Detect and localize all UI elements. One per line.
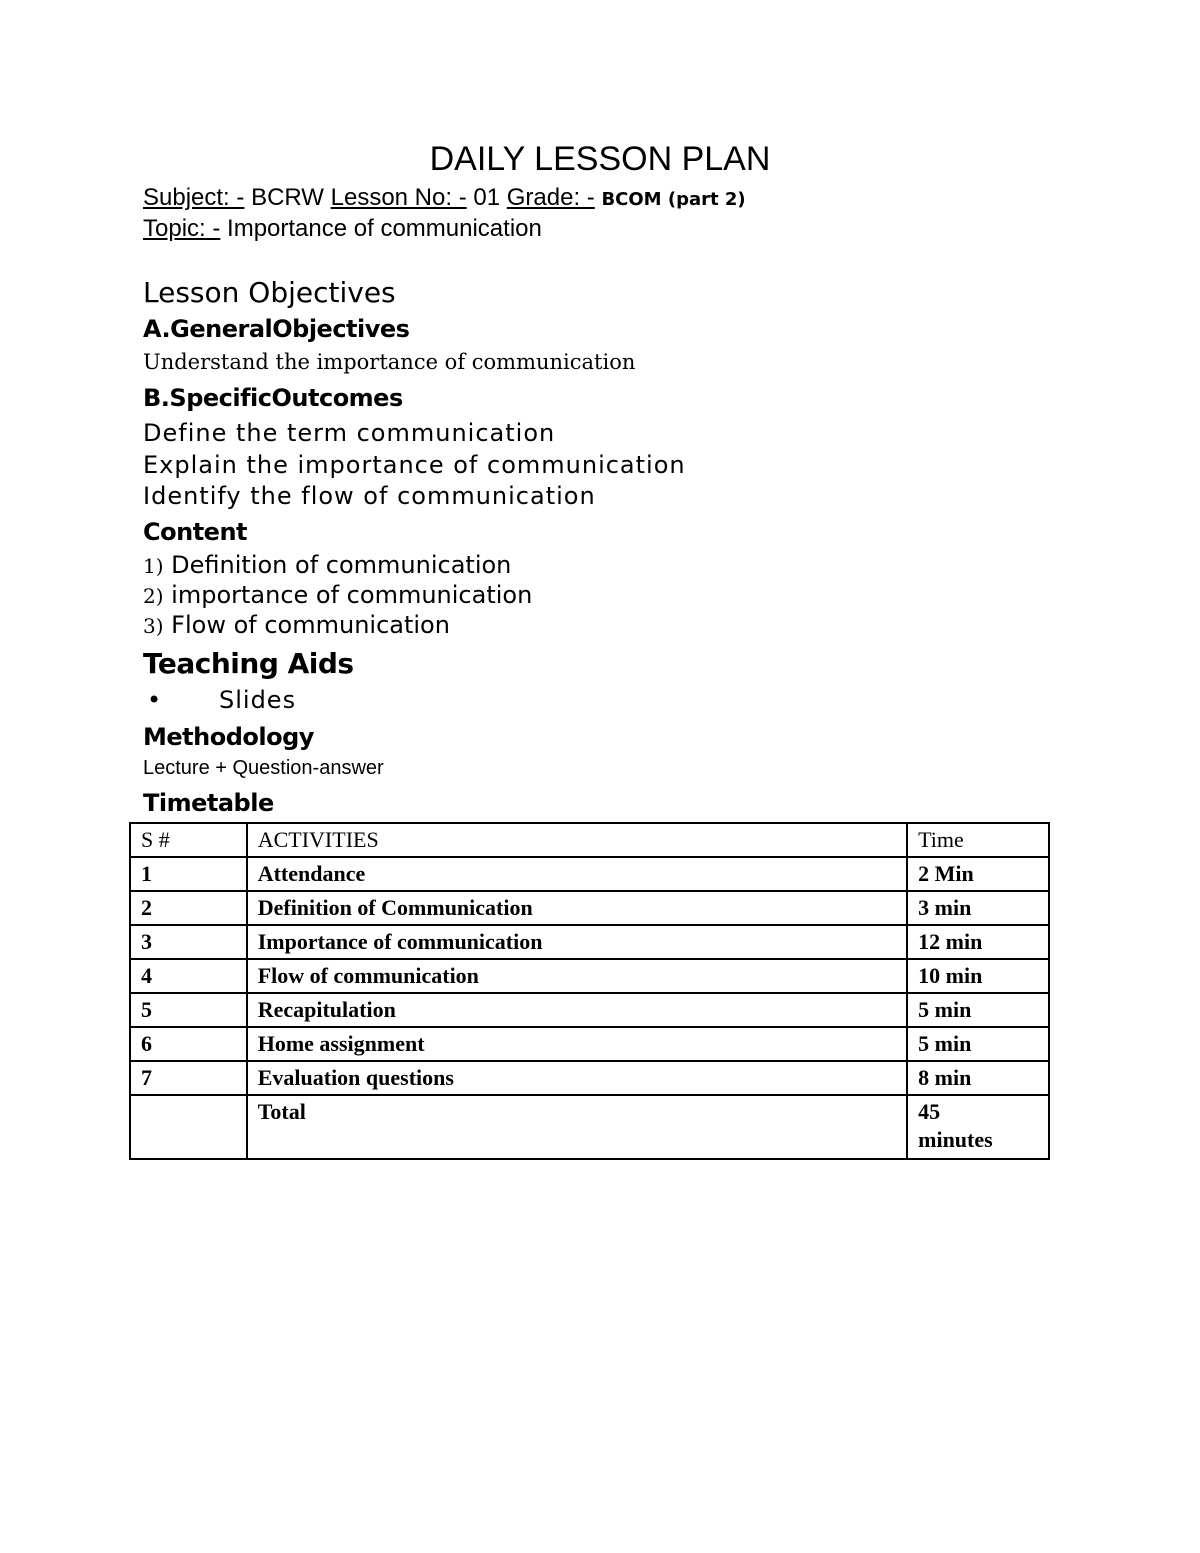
row-time: 5 min xyxy=(907,1027,1049,1061)
total-value xyxy=(907,1095,1049,1159)
column-header-activities: ACTIVITIES xyxy=(247,823,907,857)
content-item-text: importance of communication xyxy=(171,581,533,609)
table-row xyxy=(130,925,1049,959)
timetable-table xyxy=(129,822,1050,1160)
content-item-number: 2) xyxy=(143,584,164,608)
table-row xyxy=(130,1061,1049,1095)
subject-label: Subject: - xyxy=(143,184,245,211)
timetable-heading: Timetable xyxy=(143,789,274,817)
lesson-value: 01 xyxy=(473,184,501,211)
content-item xyxy=(143,611,450,639)
outcome-item: Explain the importance of communication xyxy=(143,451,686,479)
general-objective-text: Understand the importance of communication xyxy=(143,350,636,374)
outcome-item: Identify the flow of communication xyxy=(143,482,596,510)
column-header-sn: S # xyxy=(130,823,247,857)
document-title: DAILY LESSON PLAN xyxy=(429,140,771,178)
grade-value: BCOM (part 2) xyxy=(601,189,746,210)
row-sn: 5 xyxy=(130,993,247,1027)
row-time: 2 Min xyxy=(907,857,1049,891)
content-item-text: Definition of communication xyxy=(171,551,512,579)
topic-value: Importance of communication xyxy=(227,215,542,242)
topic-line xyxy=(143,215,542,243)
outcome-item: Define the term communication xyxy=(143,419,556,447)
teaching-aid-item xyxy=(147,686,296,714)
topic-label: Topic: - xyxy=(143,215,221,242)
table-row xyxy=(130,993,1049,1027)
bullet-icon: • xyxy=(147,686,163,714)
content-item-number: 3) xyxy=(143,614,164,638)
row-sn: 6 xyxy=(130,1027,247,1061)
subject-line xyxy=(143,184,746,212)
grade-label: Grade: - xyxy=(506,184,595,211)
row-time: 3 min xyxy=(907,891,1049,925)
row-activity: Recapitulation xyxy=(247,993,907,1027)
row-activity: Attendance xyxy=(247,857,907,891)
teaching-aid-text: Slides xyxy=(219,686,297,714)
general-objectives-heading: A.GeneralObjectives xyxy=(143,315,410,343)
column-header-time: Time xyxy=(907,823,1049,857)
content-item-number: 1) xyxy=(143,554,164,578)
row-sn: 4 xyxy=(130,959,247,993)
table-row xyxy=(130,891,1049,925)
total-label: Total xyxy=(247,1095,907,1159)
total-value-number: 45 xyxy=(918,1099,941,1124)
row-sn-empty xyxy=(130,1095,247,1159)
row-sn: 2 xyxy=(130,891,247,925)
table-row xyxy=(130,959,1049,993)
specific-outcomes-heading: B.SpecificOutcomes xyxy=(143,384,403,412)
table-header-row xyxy=(130,823,1049,857)
row-activity: Evaluation questions xyxy=(247,1061,907,1095)
content-heading: Content xyxy=(143,518,247,546)
content-item-text: Flow of communication xyxy=(171,611,450,639)
row-sn: 1 xyxy=(130,857,247,891)
methodology-text: Lecture + Question-answer xyxy=(143,757,384,779)
table-row xyxy=(130,1027,1049,1061)
table-total-row xyxy=(130,1095,1049,1159)
row-time: 8 min xyxy=(907,1061,1049,1095)
row-sn: 7 xyxy=(130,1061,247,1095)
methodology-heading: Methodology xyxy=(143,723,314,751)
content-item xyxy=(143,581,532,609)
row-time: 10 min xyxy=(907,959,1049,993)
row-activity: Definition of Communication xyxy=(247,891,907,925)
lesson-label: Lesson No: - xyxy=(330,184,467,211)
total-value-unit: minutes xyxy=(918,1127,993,1152)
row-activity: Importance of communication xyxy=(247,925,907,959)
row-sn: 3 xyxy=(130,925,247,959)
row-time: 12 min xyxy=(907,925,1049,959)
content-item xyxy=(143,551,511,579)
table-row xyxy=(130,857,1049,891)
row-activity: Flow of communication xyxy=(247,959,907,993)
subject-value: BCRW xyxy=(251,184,324,211)
row-activity: Home assignment xyxy=(247,1027,907,1061)
row-time: 5 min xyxy=(907,993,1049,1027)
teaching-aids-heading: Teaching Aids xyxy=(143,647,354,680)
lesson-objectives-heading: Lesson Objectives xyxy=(143,276,396,309)
